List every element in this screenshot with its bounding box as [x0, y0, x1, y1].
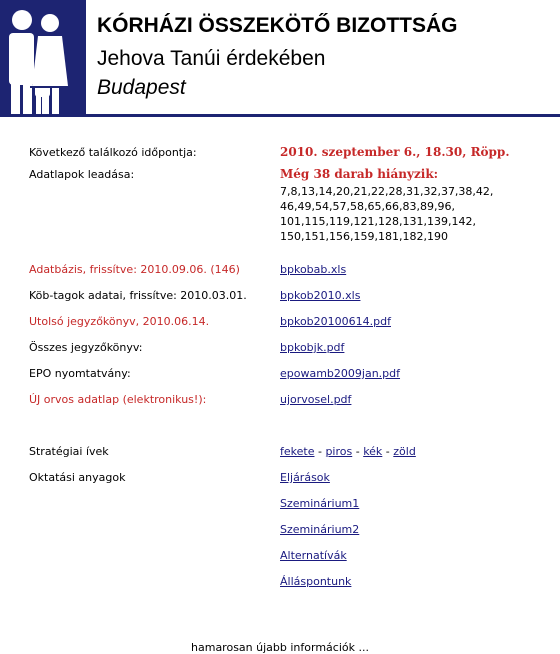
organization-city: Budapest [97, 76, 186, 99]
missing-line: 150,151,156,159,181,182,190 [280, 230, 448, 243]
education-link-seminar2[interactable]: Szeminárium2 [280, 523, 360, 536]
file-label-database: Adatbázis, frissítve: 2010.09.06. (146) [29, 263, 240, 276]
file-link-all-minutes[interactable]: bpkobjk.pdf [280, 341, 345, 354]
education-link-seminar1[interactable]: Szeminárium1 [280, 497, 360, 510]
missing-line: 101,115,119,121,128,131,139,142, [280, 215, 476, 228]
file-link-epo-form[interactable]: epowamb2009jan.pdf [280, 367, 401, 380]
strategy-link-blue[interactable]: kék [363, 445, 383, 458]
file-link-doctor-form[interactable]: ujorvosel.pdf [280, 393, 352, 406]
footer-note: hamarosan újabb információk ... [191, 641, 369, 654]
family-logo-icon [0, 0, 86, 114]
missing-line: 7,8,13,14,20,21,22,28,31,32,37,38,42, [280, 185, 494, 198]
file-link-last-minutes[interactable]: bpkob20100614.pdf [280, 315, 391, 328]
education-link-procedures[interactable]: Eljárások [280, 471, 330, 484]
education-link-position[interactable]: Álláspontunk [280, 575, 352, 588]
strategy-link-black[interactable]: fekete [280, 445, 315, 458]
file-label-doctor-form: ÚJ orvos adatlap (elektronikus!): [29, 393, 207, 406]
missing-line: 46,49,54,57,58,65,66,83,89,96, [280, 200, 455, 213]
file-label-members: Köb-tagok adatai, frissítve: 2010.03.01. [29, 289, 247, 302]
education-link-alternatives[interactable]: Alternatívák [280, 549, 347, 562]
missing-list [280, 184, 540, 244]
strategy-label: Stratégiai ívek [29, 445, 109, 458]
file-label-epo-form: EPO nyomtatvány: [29, 367, 131, 380]
file-link-database[interactable]: bpkobab.xls [280, 263, 347, 276]
organization-subtitle: Jehova Tanúi érdekében [97, 47, 326, 70]
organization-title: KÓRHÁZI ÖSSZEKÖTŐ BIZOTTSÁG [97, 14, 458, 37]
missing-title: Még 38 darab hiányzik: [280, 167, 439, 181]
strategy-separator: - [382, 445, 394, 458]
strategy-link-red[interactable]: piros [325, 445, 353, 458]
education-label: Oktatási anyagok [29, 471, 126, 484]
page-header [0, 0, 560, 122]
header-divider [0, 114, 560, 117]
strategy-link-green[interactable]: zöld [393, 445, 416, 458]
strategy-separator: - [352, 445, 364, 458]
submissions-label: Adatlapok leadása: [29, 168, 135, 181]
file-link-members[interactable]: bpkob2010.xls [280, 289, 361, 302]
strategy-separator: - [314, 445, 326, 458]
meeting-label: Következő találkozó időpontja: [29, 146, 197, 159]
strategy-links [280, 445, 416, 458]
file-label-last-minutes: Utolsó jegyzőkönyv, 2010.06.14. [29, 315, 210, 328]
meeting-value: 2010. szeptember 6., 18.30, Röpp. [280, 145, 510, 159]
file-label-all-minutes: Összes jegyzőkönyv: [29, 341, 143, 354]
